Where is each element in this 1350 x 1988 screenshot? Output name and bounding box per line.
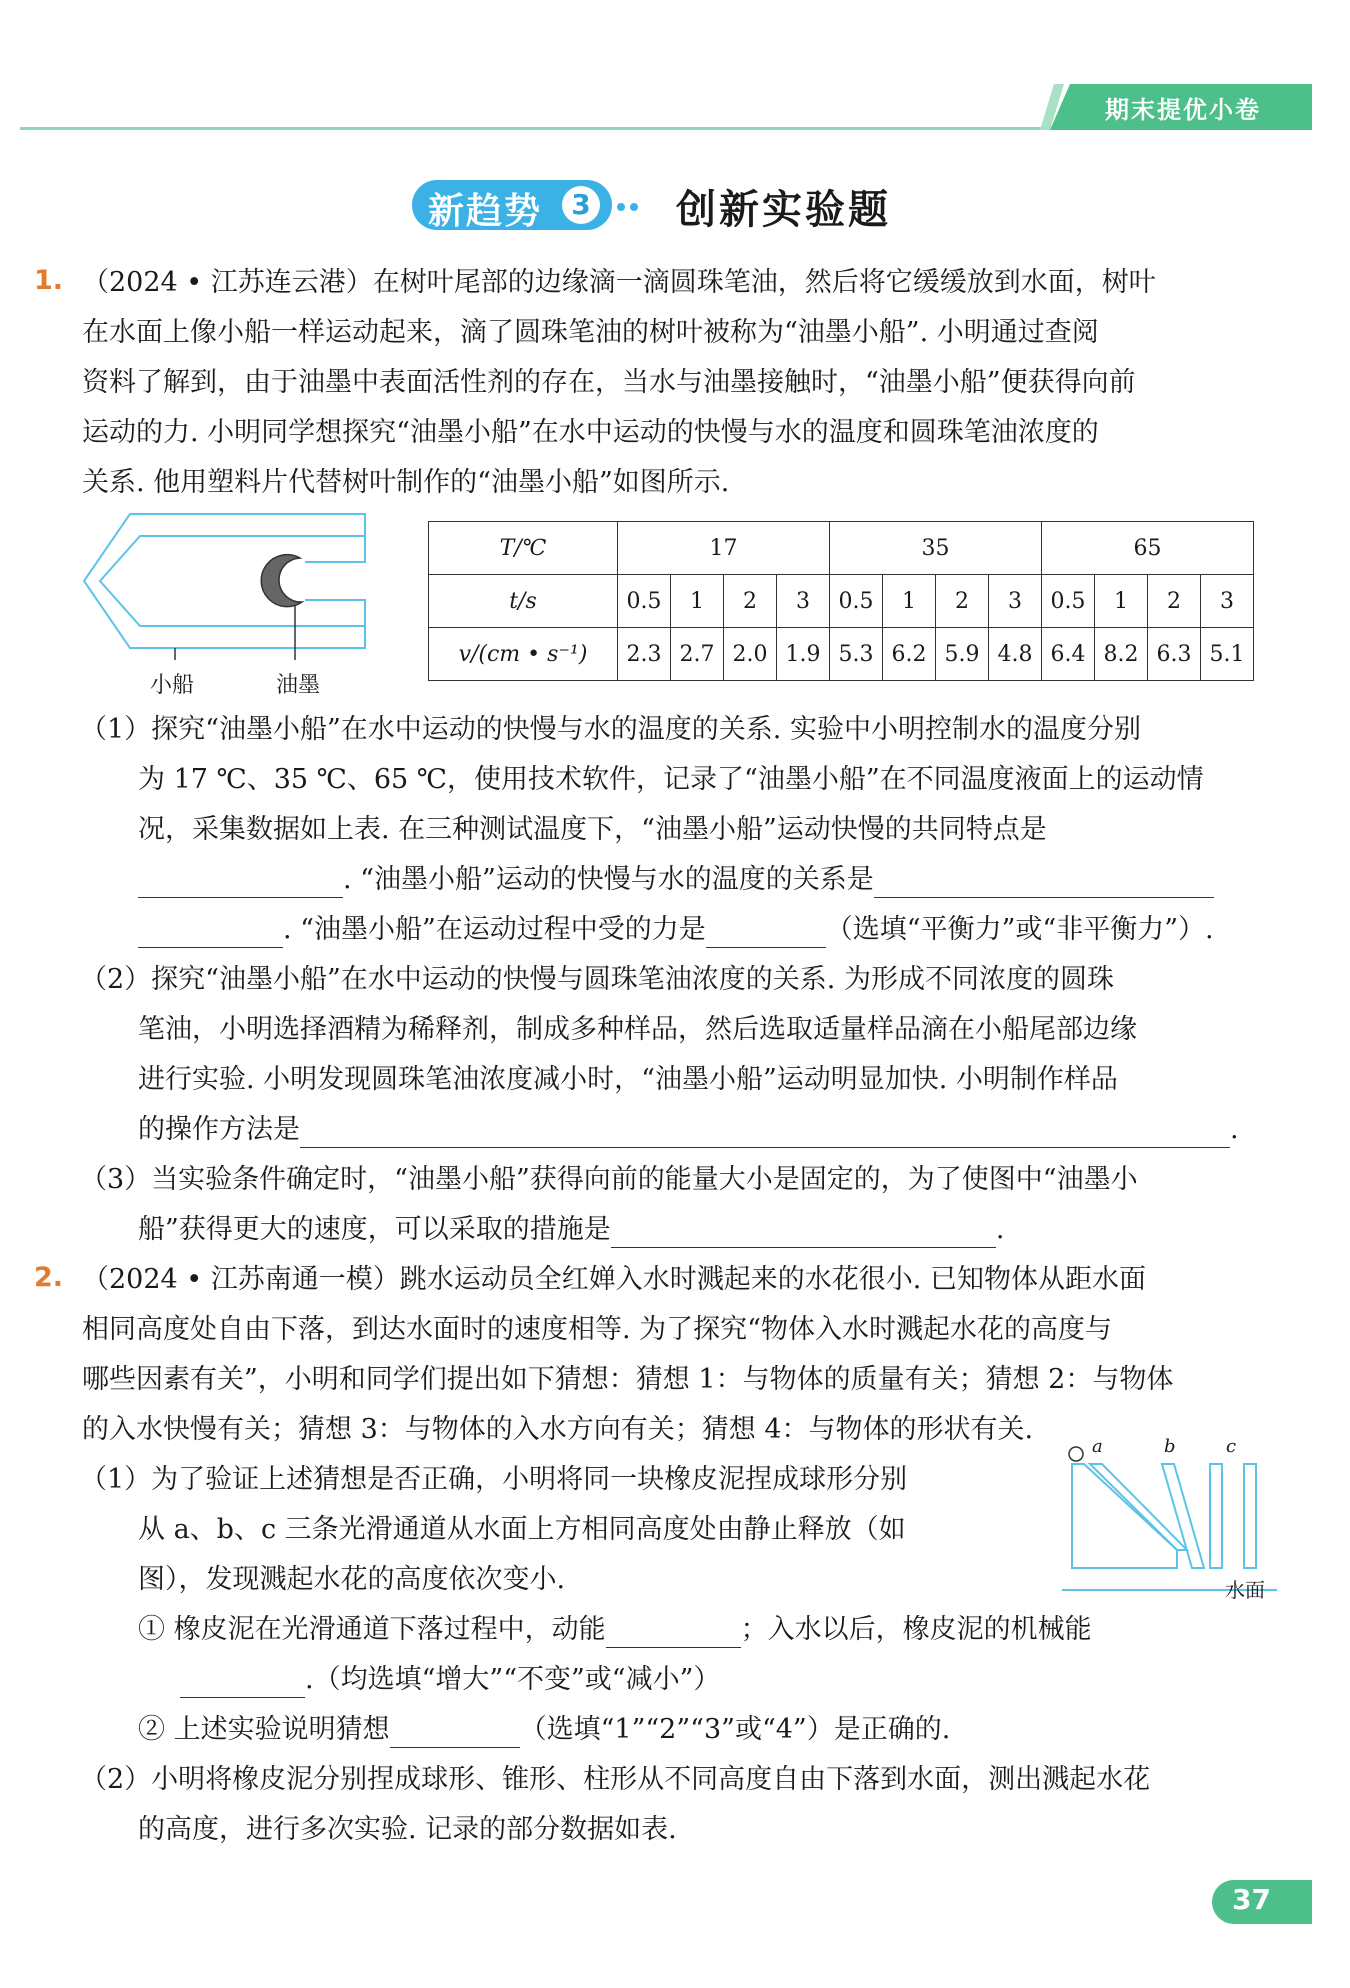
q1-p2-line-4-text: 的操作方法是 [138,1114,300,1145]
table-row-time [429,575,1254,628]
answer-blank[interactable] [611,1217,996,1248]
answer-blank[interactable] [138,917,283,948]
q1-line-3: 资料了解到，由于油墨中表面活性剂的存在，当水与油墨接触时，“油墨小船”便获得向前 [82,367,1136,398]
question-1-number: 1. [34,265,64,296]
table-header-T: T/℃ [429,522,618,575]
q1-p3-line-1: （3）当实验条件确定时，“油墨小船”获得向前的能量大小是固定的，为了使图中“油墨小 [80,1164,1138,1195]
table-cell: 6.4 [1042,628,1095,681]
section-badge-dots [617,196,643,215]
table-cell: 2 [936,575,989,628]
question-2-number: 2. [34,1262,64,1293]
table-cell: 1 [671,575,724,628]
q2-p1-sub-2 [138,1712,950,1748]
q1-p1-line-3: 况，采集数据如上表. 在三种测试温度下，“油墨小船”运动快慢的共同特点是 [138,814,1047,845]
q2-p1-sub-1-cont [180,1662,720,1698]
answer-blank[interactable] [300,1117,1230,1148]
page-number: 37 [1232,1883,1271,1916]
q2-line-3: 哪些因素有关”，小明和同学们提出如下猜想：猜想 1：与物体的质量有关；猜想 2：与物体 [82,1364,1174,1395]
table-cell: 8.2 [1095,628,1148,681]
table-cell: 4.8 [989,628,1042,681]
table-cell: 5.3 [830,628,883,681]
water-surface-label: 水面 [1225,1578,1265,1602]
q1-p2-line-3: 进行实验. 小明发现圆珠笔油浓度减小时，“油墨小船”运动明显加快. 小明制作样品 [138,1064,1118,1095]
q1-p1-line-4-text: . “油墨小船”运动的快慢与水的温度的关系是 [343,864,874,895]
table-cell: 3 [989,575,1042,628]
q2-p2-line-1: （2）小明将橡皮泥分别捏成球形、锥形、柱形从不同高度自由下落到水面，测出溅起水花 [80,1764,1151,1795]
table-cell: 3 [777,575,830,628]
section-badge-text: 新趋势 [428,190,543,232]
ink-boat-diagram [80,510,380,660]
answer-blank[interactable] [606,1617,741,1648]
q1-p1-line-5 [138,912,1214,948]
table-cell: 1 [883,575,936,628]
table-cell: 2.3 [618,628,671,681]
q2-line-2: 相同高度处自由下落，到达水面时的速度相等. 为了探究“物体入水时溅起水花的高度与 [82,1314,1112,1345]
q2-p1-sub-2-text-b: （选填“1”“2”“3”或“4”）是正确的. [519,1714,951,1745]
q1-p2-line-4 [138,1112,1239,1148]
section-title: 创新实验题 [676,186,891,233]
table-cell: 2 [724,575,777,628]
q1-line-4: 运动的力. 小明同学想探究“油墨小船”在水中运动的快慢与水的温度和圆珠笔油浓度的 [82,417,1099,448]
q1-p3-line-2-end: . [995,1214,1005,1245]
answer-blank[interactable] [138,867,343,898]
q2-p1-line-1: （1）为了验证上述猜想是否正确，小明将同一块橡皮泥捏成球形分别 [80,1464,908,1495]
table-cell: 6.2 [883,628,936,681]
table-cell: 35 [830,522,1042,575]
table-cell: 3 [1201,575,1254,628]
answer-blank[interactable] [390,1717,520,1748]
header-tab-label: 期末提优小卷 [1105,96,1261,124]
q2-p1-line-2: 从 a、b、c 三条光滑通道从水面上方相同高度处由静止释放（如 [138,1514,906,1545]
section-badge-number: 3 [562,186,600,224]
q1-p2-line-1: （2）探究“油墨小船”在水中运动的快慢与圆珠笔油浓度的关系. 为形成不同浓度的圆珠 [80,964,1114,995]
channel-label-b: b [1164,1436,1176,1457]
q2-p1-sub-1 [138,1612,1092,1648]
q1-p1-line-4 [138,862,1214,898]
q2-p1-sub-1-text-a: ① 橡皮泥在光滑通道下落过程中，动能 [138,1614,606,1645]
table-cell: 5.9 [936,628,989,681]
table-cell: 6.3 [1148,628,1201,681]
q2-p2-line-2: 的高度，进行多次实验. 记录的部分数据如表. [138,1814,677,1845]
q1-p2-line-4-end: . [1230,1114,1239,1145]
q1-line-1: （2024 • 江苏连云港）在树叶尾部的边缘滴一滴圆珠笔油，然后将它缓缓放到水面，树叶 [82,267,1156,298]
channel-label-c: c [1226,1436,1237,1457]
table-cell: 0.5 [618,575,671,628]
q1-p2-line-2: 笔油，小明选择酒精为稀释剂，制成多种样品，然后选取适量样品滴在小船尾部边缘 [138,1014,1137,1045]
q2-p1-sub-1-text-c: .（均选填“增大”“不变”或“减小”） [305,1664,721,1695]
channel-label-a: a [1092,1436,1103,1457]
q2-p1-sub-1-text-b: ；入水以后，橡皮泥的机械能 [740,1614,1092,1645]
table-cell: 65 [1042,522,1254,575]
q1-line-5: 关系. 他用塑料片代替树叶制作的“油墨小船”如图所示. [82,467,730,498]
q1-p1-line-2: 为 17 ℃、35 ℃、65 ℃，使用技术软件，记录了“油墨小船”在不同温度液面上的运动情 [138,764,1204,795]
q1-line-2: 在水面上像小船一样运动起来，滴了圆珠笔油的树叶被称为“油墨小船”. 小明通过查阅 [82,317,1099,348]
answer-blank[interactable] [706,917,826,948]
figure-label-boat: 小船 [150,673,195,698]
q2-line-1: （2024 • 江苏南通一模）跳水运动员全红婵入水时溅起来的水花很小. 已知物体从距水面 [82,1264,1146,1295]
table-cell: 0.5 [830,575,883,628]
table-cell: 5.1 [1201,628,1254,681]
q1-p1-line-5-text-b: （选填“平衡力”或“非平衡力”）. [825,914,1214,945]
data-table-1 [428,521,1254,681]
q1-p3-line-2-text: 船”获得更大的速度，可以采取的措施是 [138,1214,611,1245]
figure-label-ink: 油墨 [276,673,321,698]
table-cell: 2 [1148,575,1201,628]
table-cell: 1.9 [777,628,830,681]
table-header-t: t/s [429,575,618,628]
answer-blank[interactable] [874,867,1214,898]
table-cell: 0.5 [1042,575,1095,628]
table-cell: 2.0 [724,628,777,681]
table-row-temperature [429,522,1254,575]
q1-p1-line-1: （1）探究“油墨小船”在水中运动的快慢与水的温度的关系. 实验中小明控制水的温度分别 [80,714,1141,745]
table-cell: 17 [618,522,830,575]
q2-p1-sub-2-text-a: ② 上述实验说明猜想 [138,1714,390,1745]
q1-p3-line-2 [138,1212,1004,1248]
table-cell: 2.7 [671,628,724,681]
q2-p1-line-3: 图），发现溅起水花的高度依次变小. [138,1564,566,1595]
table-header-v: v/(cm • s⁻¹) [429,628,618,681]
q2-line-4: 的入水快慢有关；猜想 3：与物体的入水方向有关；猜想 4：与物体的形状有关. [82,1414,1034,1445]
q1-p1-line-5-text-a: . “油墨小船”在运动过程中受的力是 [283,914,706,945]
answer-blank[interactable] [180,1667,305,1698]
table-row-velocity [429,628,1254,681]
table-cell: 1 [1095,575,1148,628]
